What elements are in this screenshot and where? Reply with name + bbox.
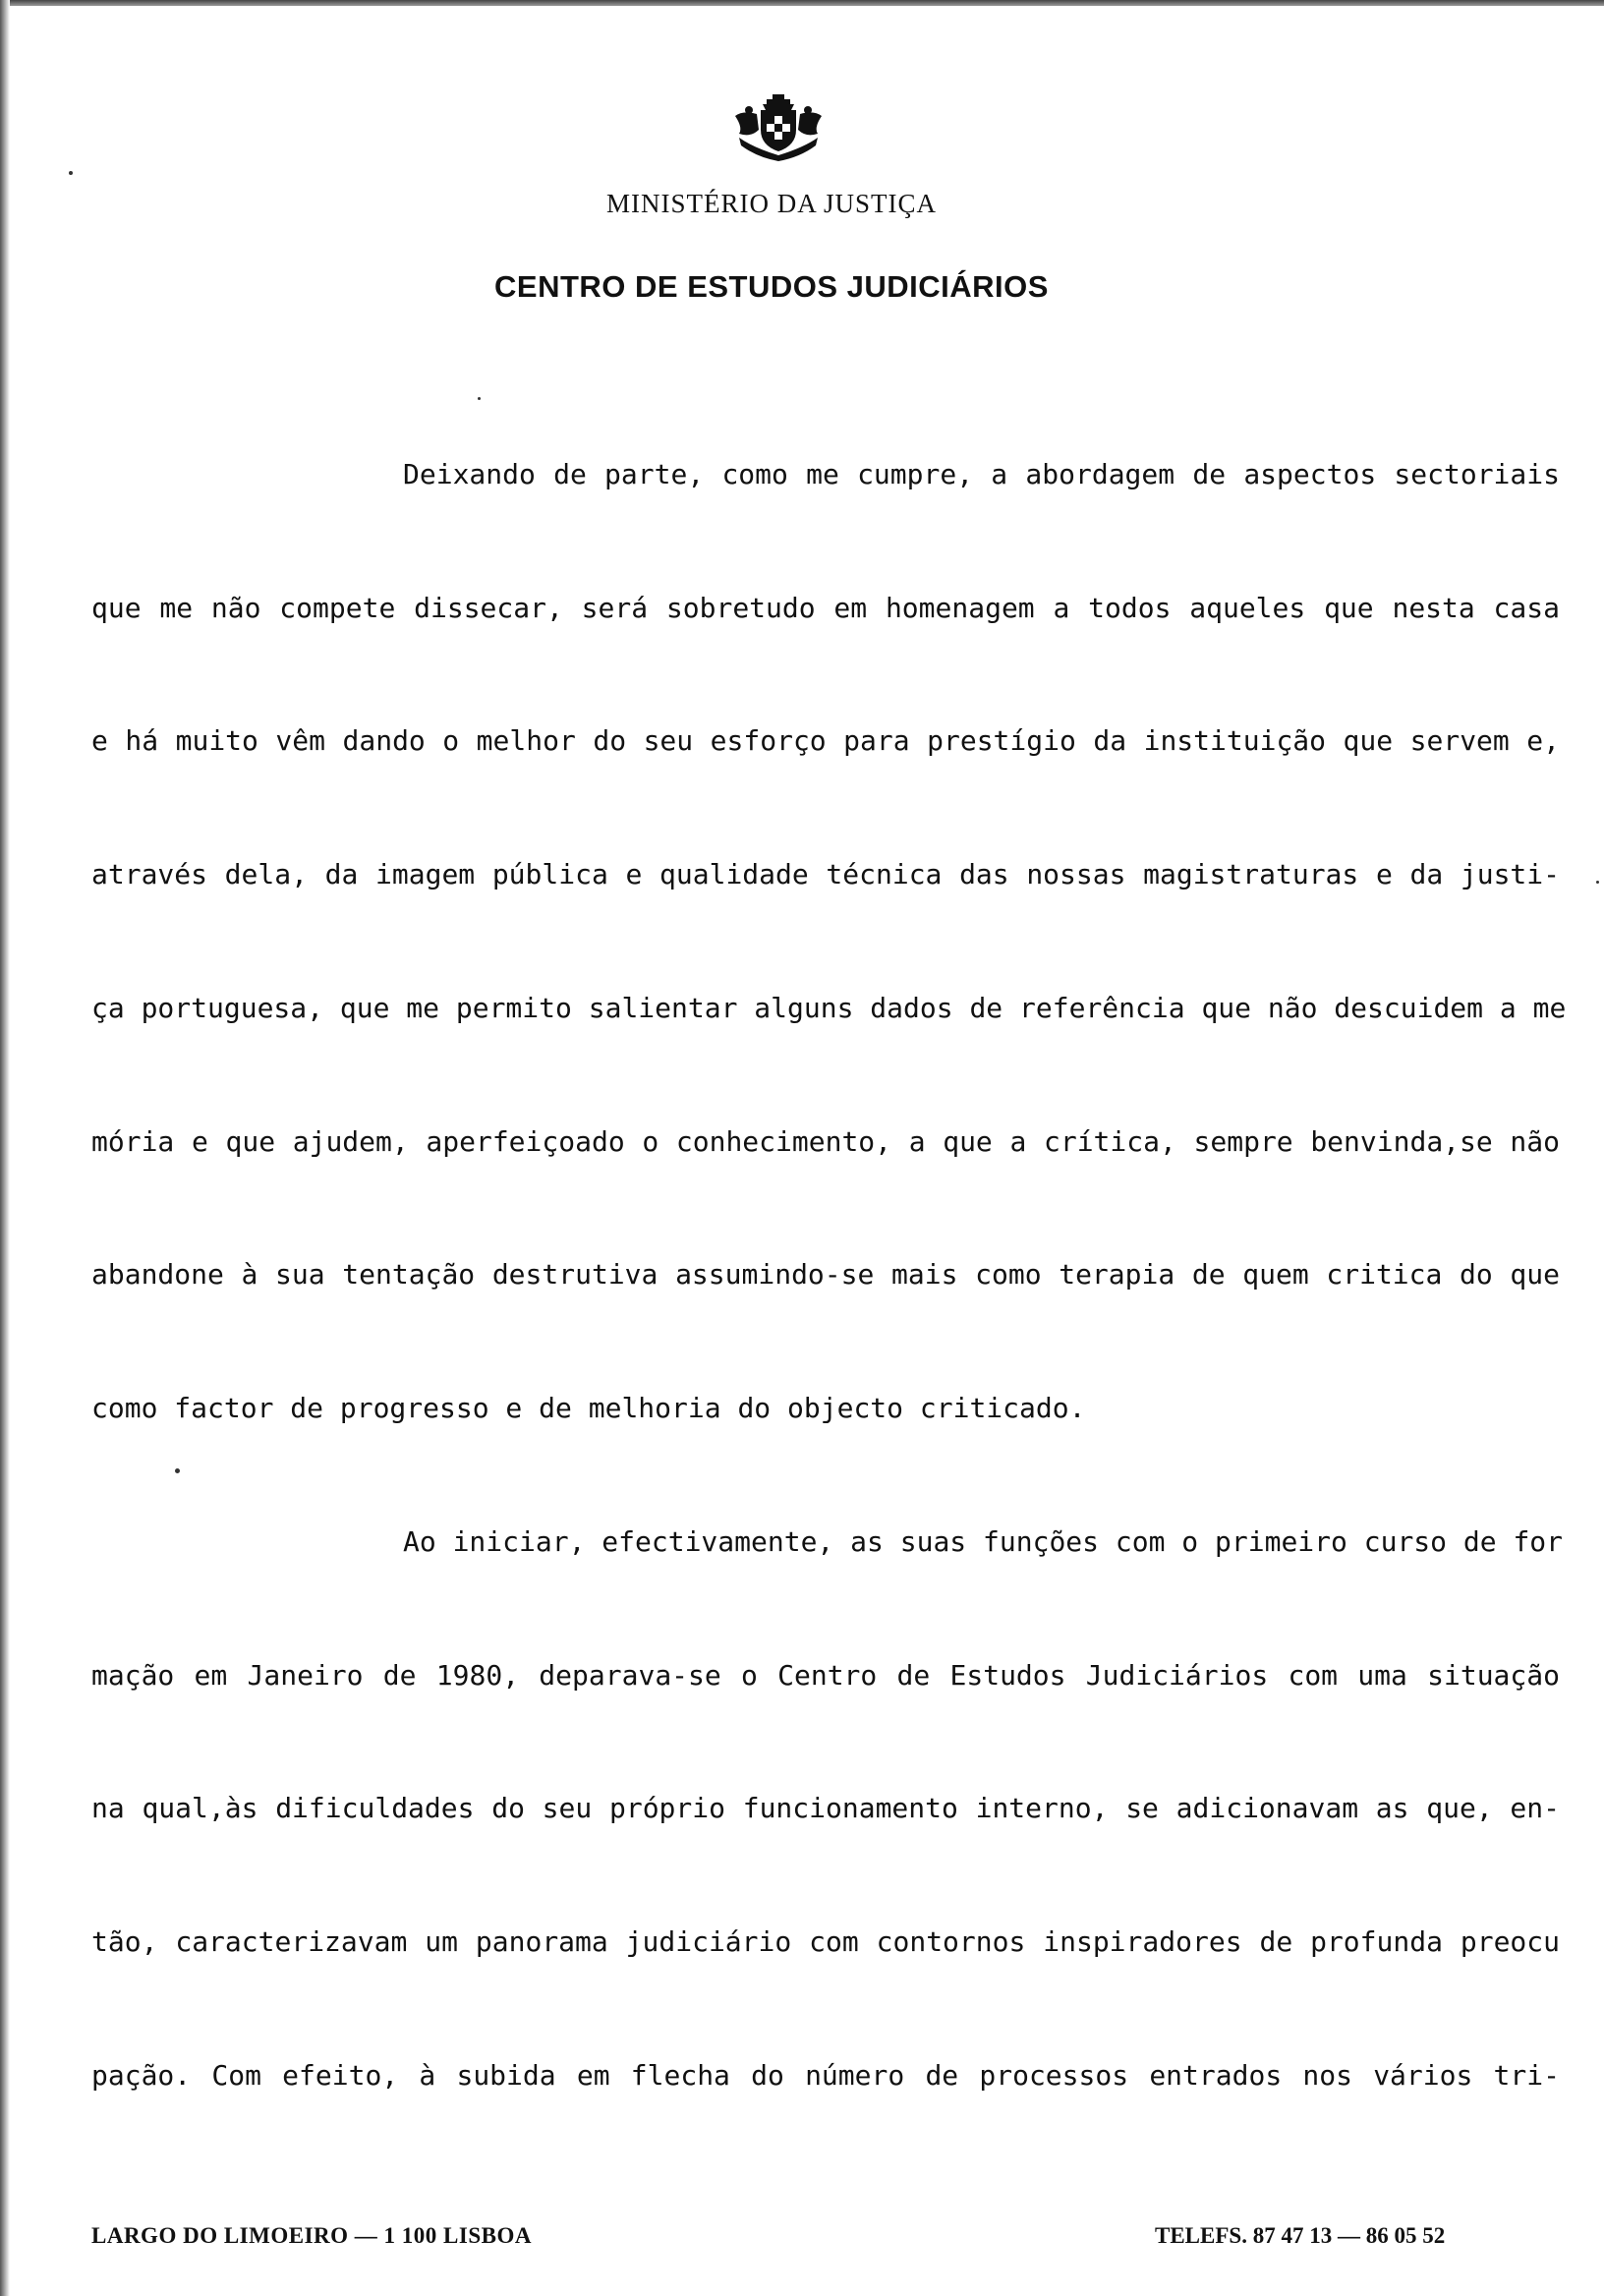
text-line: Ao iniciar, efectivamente, as suas funções com o primeiro curso de for	[403, 1525, 1564, 1558]
text-line: mória e que ajudem, aperfeiçoado o conhecimento, a que a crítica, sempre benvinda,se não	[91, 1125, 1560, 1158]
text-line: abandone à sua tentação destrutiva assumindo-se mais como terapia de quem critica do que	[91, 1258, 1560, 1291]
text-line: pação. Com efeito, à subida em flecha do número de processos entrados nos vários tri-	[91, 2059, 1560, 2092]
text-line: na qual,às dificuldades do seu próprio funcionamento interno, se adicionavam as que, en-	[91, 1792, 1560, 1824]
ministry-name: MINISTÉRIO DA JUSTIÇA	[605, 189, 937, 218]
footer-phones: TELEFS. 87 47 13 — 86 05 52	[1155, 2223, 1446, 2248]
coat-of-arms-icon	[733, 94, 824, 163]
text-line: Deixando de parte, como me cumpre, a abordagem de aspectos sectoriais	[403, 458, 1560, 490]
text-line: que me não compete dissecar, será sobretudo em homenagem a todos aqueles que nesta casa	[91, 592, 1560, 624]
page-edge-top	[0, 0, 1604, 6]
scan-speck	[478, 397, 481, 400]
page-edge-left	[0, 0, 10, 2296]
text-line: como factor de progresso e de melhoria do objecto criticado.	[91, 1392, 1086, 1424]
scan-speck	[175, 1468, 180, 1473]
scan-speck	[1596, 881, 1599, 884]
footer-address: LARGO DO LIMOEIRO — 1 100 LISBOA	[91, 2223, 532, 2248]
text-line: e há muito vêm dando o melhor do seu esforço para prestígio da instituição que servem e,	[91, 724, 1560, 757]
scan-speck	[69, 171, 73, 175]
text-line: mação em Janeiro de 1980, deparava-se o Centro de Estudos Judiciários com uma situação	[91, 1659, 1560, 1692]
text-line: ça portuguesa, que me permito salientar alguns dados de referência que não descuidem a me	[91, 992, 1567, 1024]
institution-name: CENTRO DE ESTUDOS JUDICIÁRIOS	[494, 269, 1049, 304]
text-line: tão, caracterizavam um panorama judiciário com contornos inspiradores de profunda preocu	[91, 1925, 1560, 1958]
text-line: através dela, da imagem pública e qualidade técnica das nossas magistraturas e da justi-	[91, 858, 1560, 890]
